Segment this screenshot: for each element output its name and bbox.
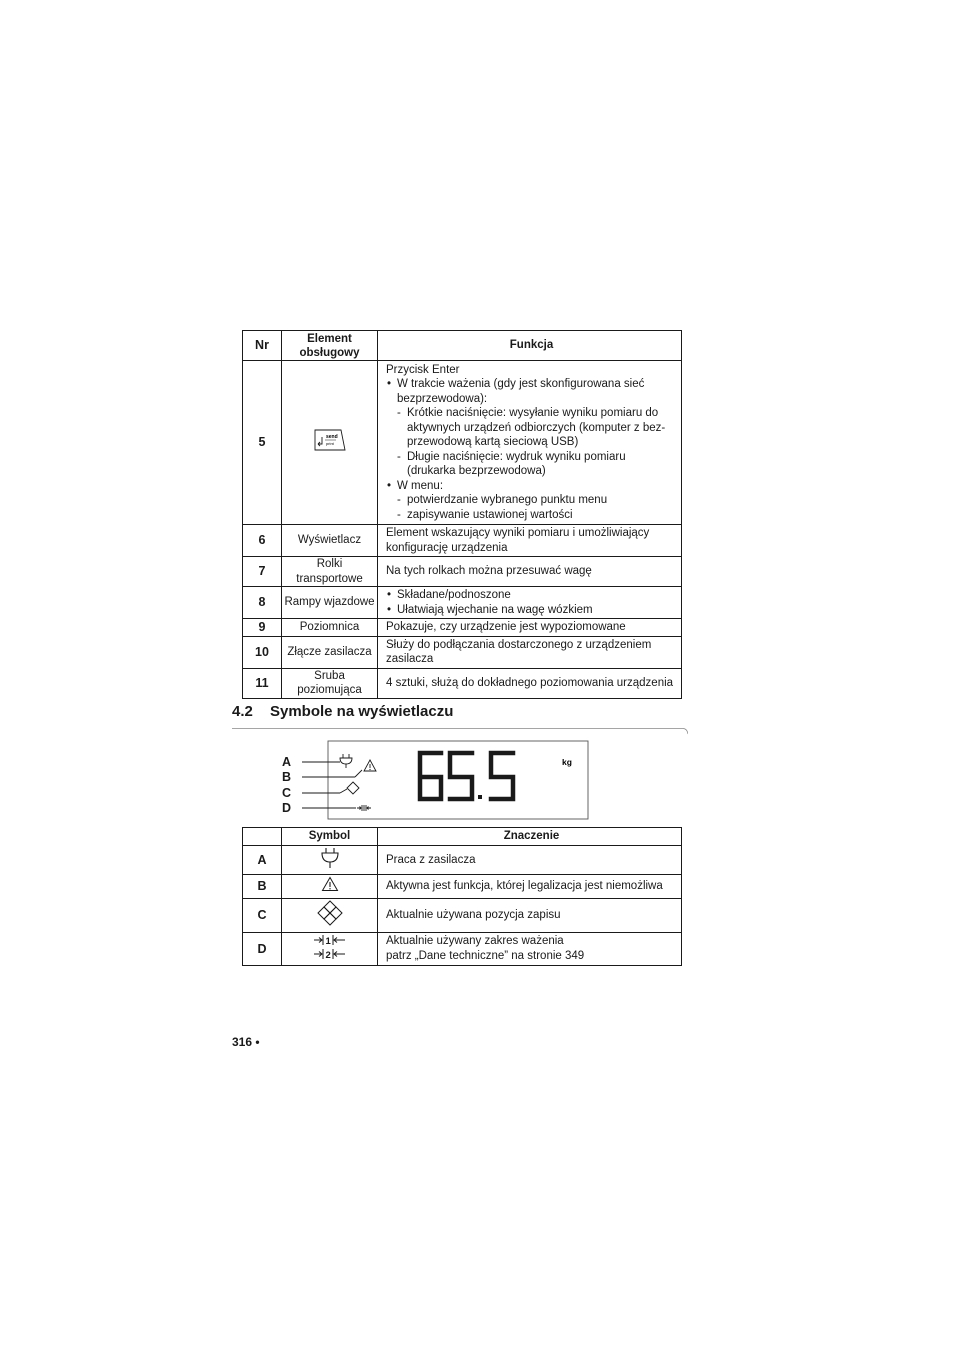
table-row <box>243 845 682 875</box>
row-nr: 10 <box>243 636 282 668</box>
row-element: Rampy wjazdowe <box>282 587 378 619</box>
digit-5 <box>491 753 513 799</box>
heading-rule <box>232 728 688 738</box>
row-element: Poziomnica <box>282 619 378 637</box>
function-dash: - Długie naciśnięcie: wydruk wyniku pomiaru (drukarka bezprzewodowa) <box>386 450 677 479</box>
decimal-point <box>478 795 482 799</box>
row-function: Pokazuje, czy urządzenie jest wypoziomowane <box>378 619 682 637</box>
row-function: Na tych rolkach można przesuwać wagę <box>378 557 682 587</box>
row-meaning: Praca z zasilacza <box>378 845 682 875</box>
row-function: Element wskazujący wyniki pomiaru i umożliwiający konfigurację urządzenia <box>378 525 682 557</box>
function-dash: - zapisywanie ustawionej wartości <box>386 508 677 523</box>
display-figure <box>280 740 590 822</box>
row-symbol <box>282 932 378 966</box>
table-row <box>243 525 682 557</box>
row-function: 4 sztuki, służą do dokładnego poziomowania urządzenia <box>378 668 682 698</box>
weighing-range-icon <box>357 805 371 811</box>
header-element: Element obsługowy <box>282 331 378 361</box>
row-symbol <box>282 899 378 933</box>
row-nr: 5 <box>243 361 282 525</box>
controls-table <box>242 330 682 699</box>
page-number: 316 • <box>232 1035 260 1049</box>
lcd-drawing <box>280 740 590 822</box>
row-element: Złącze zasilacza <box>282 636 378 668</box>
row-meaning: Aktywna jest funkcja, której legalizacja jest niemożliwa <box>378 875 682 899</box>
row-meaning: Aktualnie używana pozycja zapisu <box>378 899 682 933</box>
warning-triangle-icon <box>321 876 339 892</box>
header-nr: Nr <box>243 331 282 361</box>
row-element: Wyświetlacz <box>282 525 378 557</box>
plug-icon <box>319 846 341 870</box>
table-row <box>243 875 682 899</box>
function-text: Przycisk Enter <box>386 363 460 376</box>
row-meaning <box>378 932 682 966</box>
row-key: D <box>243 932 282 966</box>
row-element <box>282 361 378 525</box>
table-row <box>243 361 682 525</box>
row-function: Służy do podłączania dostarczonego z urządzeniem zasilacza <box>378 636 682 668</box>
function-bullet: • W trakcie ważenia (gdy jest skonfigurowana sieć bezprzewodowa): <box>386 377 677 406</box>
meaning-line: patrz „Dane techniczne” na stronie 349 <box>386 949 585 962</box>
function-dash: - potwierdzanie wybranego punktu menu <box>386 493 677 508</box>
section-number: 4.2 <box>232 703 253 720</box>
table-row <box>243 668 682 698</box>
warning-triangle-icon <box>364 760 376 771</box>
range-digit-1: 1 <box>325 935 331 947</box>
row-element: Sruba poziomująca <box>282 668 378 698</box>
header-key <box>243 828 282 846</box>
table-row <box>243 587 682 619</box>
lcd-reading-text: 65.5 <box>280 740 282 741</box>
section-title: Symbole na wyświetlaczu <box>270 703 454 720</box>
header-function: Funkcja <box>378 331 682 361</box>
table-row <box>243 636 682 668</box>
plug-icon <box>340 754 352 768</box>
row-function <box>378 587 682 619</box>
row-nr: 9 <box>243 619 282 637</box>
enter-send-print-key-icon <box>313 429 347 451</box>
header-symbol: Symbol <box>282 828 378 846</box>
row-nr: 11 <box>243 668 282 698</box>
row-nr: 6 <box>243 525 282 557</box>
memory-diamond-icon <box>347 782 359 794</box>
function-dash: - Krótkie naciśnięcie: wysyłanie wyniku pomiaru do aktywnych urządzeń odbiorczych (komputer z bez-przewodową kartą sieciową USB) <box>386 406 677 450</box>
meaning-line: Aktualnie używany zakres ważenia <box>386 935 564 948</box>
row-symbol <box>282 845 378 875</box>
row-element: Rolki transportowe <box>282 557 378 587</box>
function-bullet: • Składane/podnoszone <box>386 588 677 603</box>
range-digit-2: 2 <box>325 949 331 961</box>
key-text-print: print <box>325 441 334 447</box>
function-bullet: • Ułatwiają wjechanie na wagę wózkiem <box>386 603 677 618</box>
digit-6 <box>420 753 441 799</box>
table-row <box>243 932 682 966</box>
figure-label-a: A <box>282 755 292 769</box>
row-function <box>378 361 682 525</box>
row-key: A <box>243 845 282 875</box>
function-bullet: • W menu: <box>386 479 677 494</box>
section-heading <box>232 703 453 720</box>
memory-positions-icon <box>316 899 344 927</box>
lcd-reading <box>420 753 513 799</box>
row-nr: 7 <box>243 557 282 587</box>
unit-kg: kg <box>562 757 572 767</box>
table-row <box>243 619 682 637</box>
key-text-send: send <box>325 434 338 441</box>
weighing-range-icon <box>312 933 348 961</box>
figure-label-d: D <box>282 801 292 815</box>
table-header-row <box>243 828 682 846</box>
row-key: B <box>243 875 282 899</box>
figure-label-c: C <box>282 786 292 800</box>
symbols-table <box>242 827 682 966</box>
figure-label-b: B <box>282 770 292 784</box>
table-row <box>243 557 682 587</box>
table-row <box>243 899 682 933</box>
row-symbol <box>282 875 378 899</box>
row-nr: 8 <box>243 587 282 619</box>
row-key: C <box>243 899 282 933</box>
header-meaning: Znaczenie <box>378 828 682 846</box>
digit-5 <box>450 753 472 799</box>
table-header-row <box>243 331 682 361</box>
